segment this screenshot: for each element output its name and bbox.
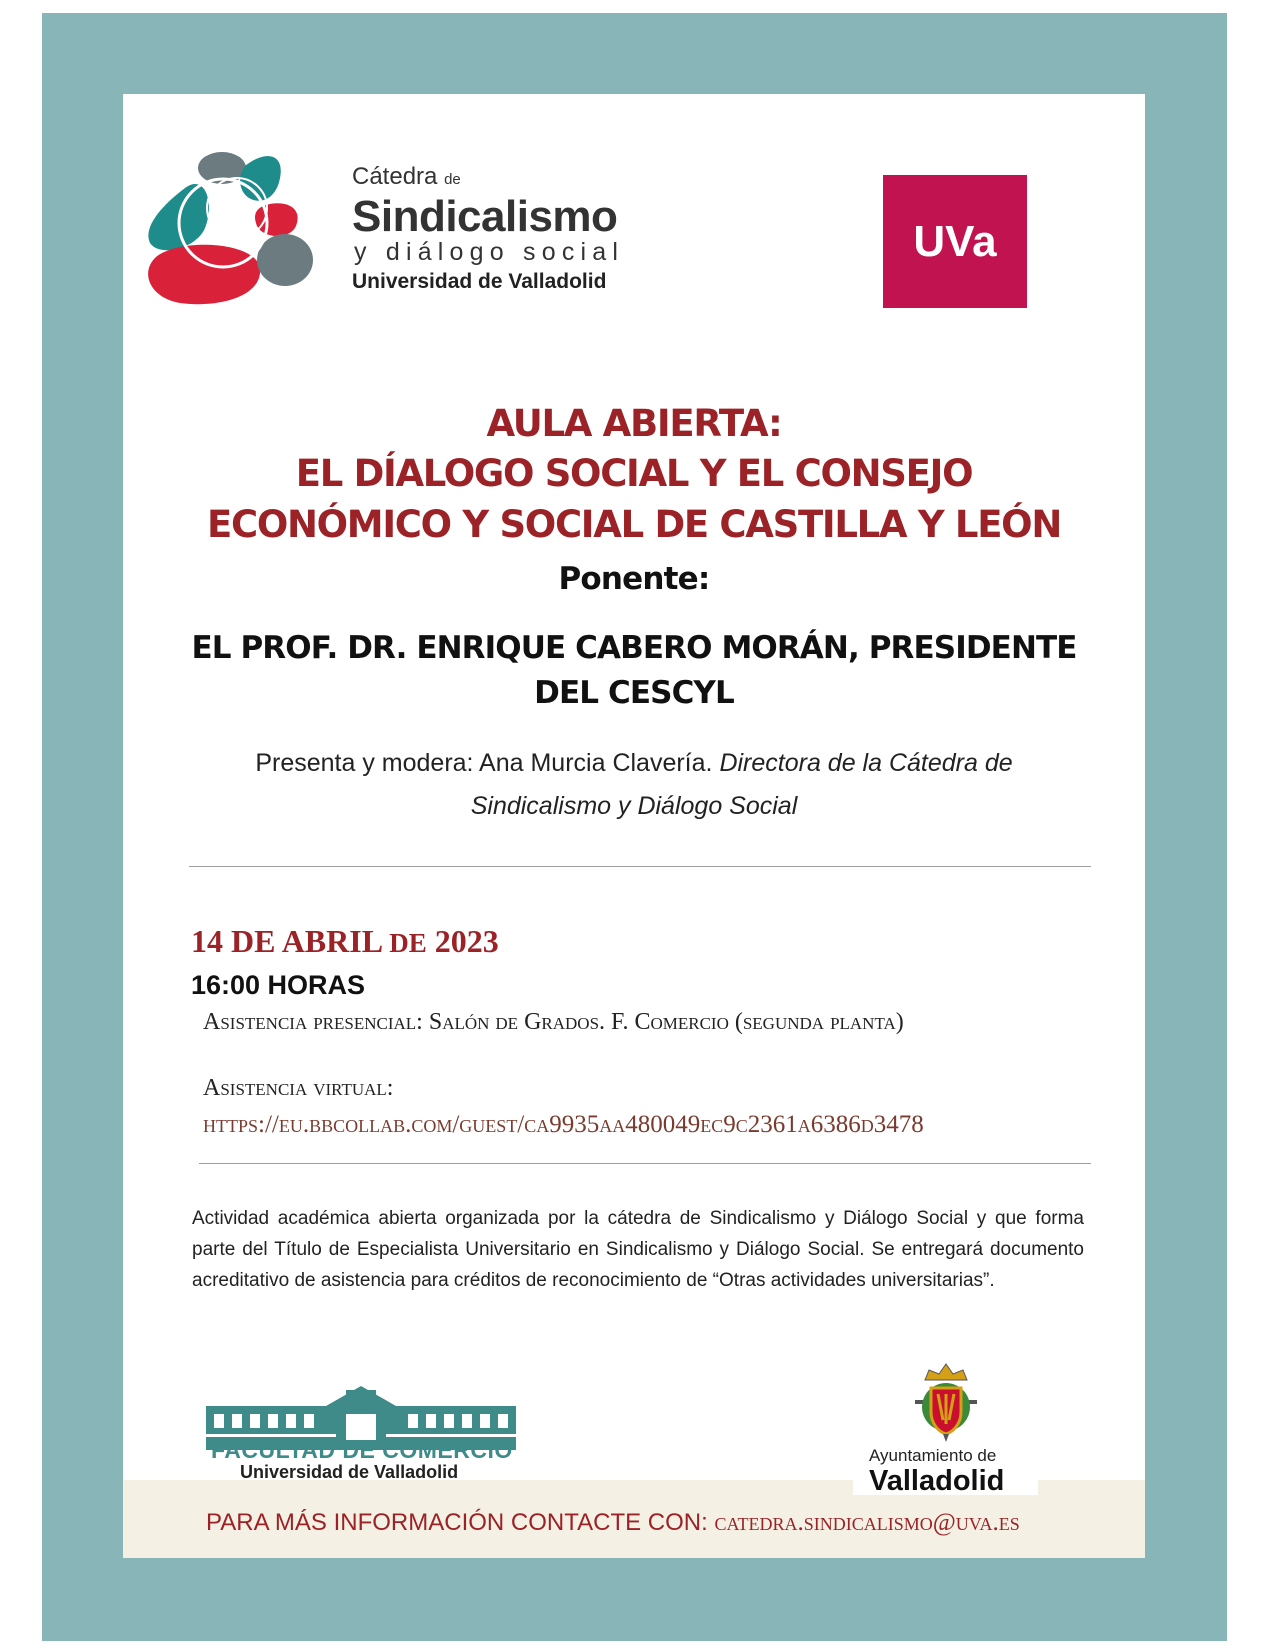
moderator-role-1: Directora de la Cátedra de: [719, 749, 1013, 777]
moderator-prefix: Presenta y modera: Ana Murcia Clavería.: [255, 749, 713, 777]
event-time: 16:00 HORAS: [191, 970, 366, 1000]
moderator-role-2: Sindicalismo y Diálogo Social: [470, 792, 798, 820]
catedra-title-line2: Sindicalismo: [352, 192, 618, 241]
speaker-line1: EL PROF. DR. ENRIQUE CABERO MORÁN, PRESIDENTE: [191, 630, 1077, 666]
ayuntamiento-shield-icon: [905, 1362, 987, 1442]
description-paragraph: Actividad académica abierta organizada por la cátedra de Sindicalismo y Diálogo Social y que forma parte del Título de Especialista Universitario en Sindicalismo y Diálogo Social. Se entregará documento acreditativo de asistencia para créditos de reconocimiento de “Otras actividades universitarias”.: [192, 1208, 1084, 1291]
divider-bottom: [199, 1163, 1091, 1164]
title-line2: EL DÍALOGO SOCIAL Y EL CONSEJO: [295, 452, 973, 495]
logo-blob-gray-bottom: [257, 234, 313, 286]
event-date: 14 DE ABRIL DE 2023: [191, 923, 499, 959]
ayuntamiento-line1: Ayuntamiento de: [869, 1446, 997, 1465]
ayuntamiento-line2: Valladolid: [869, 1465, 1005, 1497]
presencial-info: Asistencia presencial: Salón de Grados. F. Comercio (segunda planta): [203, 1009, 904, 1035]
ponente-label: Ponente:: [558, 561, 710, 597]
logo-blob-red-right: [255, 203, 298, 236]
contact-label: PARA MÁS INFORMACIÓN CONTACTE CON:: [206, 1509, 708, 1536]
catedra-title-line3: y diálogo social: [354, 238, 625, 266]
facultad-university: Universidad de Valladolid: [240, 1462, 459, 1482]
speaker-line2: DEL CESCYL: [534, 675, 734, 711]
catedra-title-line4: Universidad de Valladolid: [352, 270, 607, 293]
catedra-title-line1: Cátedra de: [352, 163, 461, 190]
divider-top: [189, 866, 1091, 867]
logo-ring-2: [207, 178, 267, 238]
uva-logo: UVa: [883, 175, 1027, 308]
contact-line: [206, 1509, 1020, 1537]
facultad-name: FACULTAD DE COMERCIO: [211, 1437, 513, 1463]
ayuntamiento-logo: [853, 1443, 1038, 1495]
contact-email-link[interactable]: catedra.sindicalismo@uva.es: [714, 1509, 1020, 1536]
moderator-text: [123, 742, 1145, 828]
virtual-url-link[interactable]: https://eu.bbcollab.com/guest/ca9935aa480049ec9c2361a6386d3478: [203, 1111, 924, 1138]
logo-blob-red-bottom: [148, 245, 260, 305]
virtual-label: Asistencia virtual:: [203, 1075, 394, 1101]
title-line1: AULA ABIERTA:: [486, 402, 782, 445]
title-line3: ECONÓMICO Y SOCIAL DE CASTILLA Y LEÓN: [207, 503, 1061, 546]
